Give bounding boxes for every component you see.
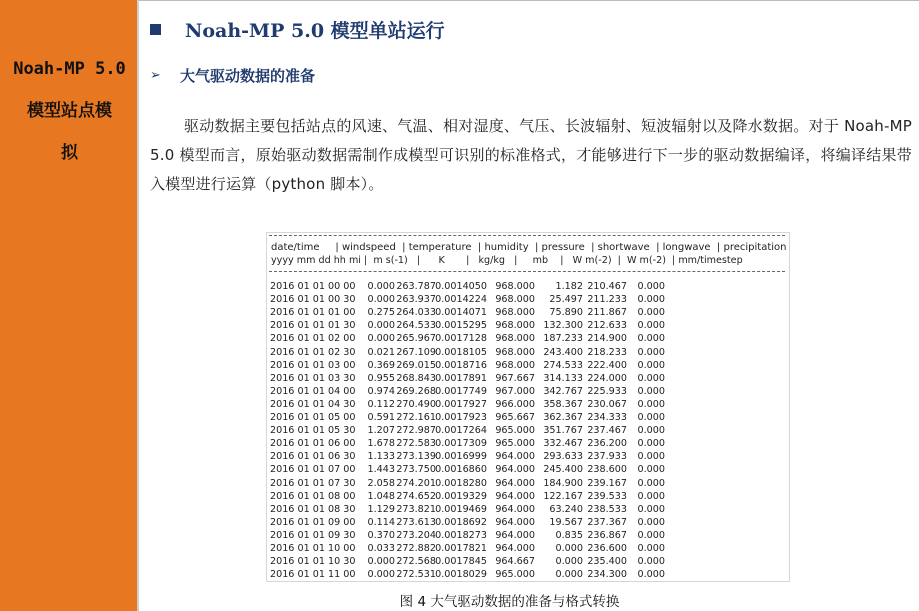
row-value: 0.0018029 [435,569,487,581]
row-value: 964.000 [495,464,535,476]
row-value: 19.567 [549,516,583,528]
arrow-bullet-icon: ➢ [150,67,161,83]
row-value: 0.0017891 [435,372,487,384]
row-value: 0.369 [367,359,395,371]
row-value: 0.000 [637,477,665,489]
data-row [270,332,750,345]
row-value: 210.467 [587,281,627,292]
sidebar-title-line-2: 模型站点模 [27,101,112,121]
row-value: 1.133 [367,451,395,463]
row-value: 0.955 [367,372,395,384]
row-value: 272.987 [396,425,436,437]
data-row [270,516,750,529]
row-value: 184.900 [543,477,583,489]
data-row [270,319,750,332]
row-value: 0.000 [637,412,665,423]
row-value: 264.033 [396,307,436,319]
row-value: 0.974 [367,385,395,397]
row-value: 224.000 [587,372,627,384]
row-datetime: 2016 01 01 09 00 [270,516,356,528]
row-value: 211.233 [587,294,627,306]
row-value: 273.750 [396,464,436,476]
row-value: 964.000 [495,516,535,528]
row-value: 272.161 [396,412,436,423]
data-row [270,555,750,568]
row-value: 269.015 [396,359,436,371]
row-datetime: 2016 01 01 10 30 [270,556,356,568]
row-value: 964.000 [495,451,535,463]
row-value: 968.000 [495,294,535,306]
row-value: 273.139 [396,451,436,463]
row-value: 293.633 [543,451,583,463]
row-value: 968.000 [495,333,535,345]
row-value: 0.000 [555,556,583,568]
row-value: 1.129 [367,503,395,515]
row-value: 0.112 [367,398,395,410]
row-value: 967.000 [495,385,535,397]
row-value: 263.937 [396,294,436,306]
row-value: 0.000 [637,346,665,358]
row-value: 964.000 [495,477,535,489]
data-row [270,293,750,306]
row-value: 0.000 [637,503,665,515]
row-value: 964.000 [495,529,535,541]
row-datetime: 2016 01 01 00 30 [270,294,356,306]
row-value: 273.821 [396,503,436,515]
row-value: 239.533 [587,490,627,502]
row-value: 0.0016999 [435,451,487,463]
row-value: 0.000 [637,320,665,332]
row-value: 964.000 [495,503,535,515]
sidebar [0,0,139,611]
row-value: 0.000 [637,529,665,541]
row-datetime: 2016 01 01 04 00 [270,385,356,397]
row-value: 0.000 [367,320,395,332]
row-value: 0.000 [637,385,665,397]
row-value: 964.000 [495,490,535,502]
row-value: 0.000 [637,294,665,306]
row-value: 0.275 [367,307,395,319]
row-datetime: 2016 01 01 08 00 [270,490,356,502]
row-value: 236.600 [587,543,627,554]
figure-caption: 图 4 大气驱动数据的准备与格式转换 [399,594,620,610]
row-value: 0.0015295 [435,320,487,332]
row-value: 0.0014071 [435,307,487,319]
data-row [270,346,750,359]
row-value: 264.533 [396,320,436,332]
row-value: 0.0019329 [435,490,487,502]
row-value: 0.0017309 [435,438,487,450]
row-value: 0.000 [637,490,665,502]
row-datetime: 2016 01 01 06 00 [270,438,356,450]
subsection-title: 大气驱动数据的准备 [180,66,316,85]
figure-header-line-1: date/time | windspeed | temperature | humidity | pressure | shortwave | longwave | precipitation [271,242,787,253]
row-value: 0.000 [637,516,665,528]
row-value: 122.167 [543,490,583,502]
row-datetime: 2016 01 01 05 00 [270,412,356,423]
row-datetime: 2016 01 01 00 00 [270,281,356,292]
data-row [270,542,750,555]
row-value: 0.0018280 [435,477,487,489]
row-value: 965.000 [495,438,535,450]
figure-header-line-2: yyyy mm dd hh mi | m s(-1) | K | kg/kg | mb | W m(-2) | W m(-2) | mm/timestep [271,255,743,266]
row-value: 0.000 [637,438,665,450]
row-value: 0.0018105 [435,346,487,358]
row-value: 0.370 [367,529,395,541]
row-datetime: 2016 01 01 03 00 [270,359,356,371]
subsection-heading [150,62,315,88]
row-value: 968.000 [495,320,535,332]
row-value: 1.443 [367,464,395,476]
row-datetime: 2016 01 01 06 30 [270,451,356,463]
row-datetime: 2016 01 01 04 30 [270,398,356,410]
row-value: 968.000 [495,346,535,358]
row-value: 214.900 [587,333,627,345]
row-value: 272.882 [396,543,436,554]
row-value: 269.268 [396,385,436,397]
row-value: 0.000 [367,281,395,292]
body-paragraph: 驱动数据主要包括站点的风速、气温、相对湿度、气压、长波辐射、短波辐射以及降水数据。对于 Noah-MP 5.0 模型而言，原始驱动数据需制作成模型可识别的标准格式，才能够进行下一步的驱动数据编译，将编译结果带入模型进行运算（python 脚本）。 [150,117,912,193]
row-value: 968.000 [495,359,535,371]
row-value: 0.0018273 [435,529,487,541]
data-row [270,529,750,542]
row-value: 0.000 [637,425,665,437]
row-value: 236.867 [587,529,627,541]
row-value: 63.240 [549,503,583,515]
row-value: 0.000 [367,333,395,345]
row-value: 0.000 [637,333,665,345]
row-value: 238.600 [587,464,627,476]
row-datetime: 2016 01 01 11 00 [270,569,356,581]
row-value: 0.0017923 [435,412,487,423]
row-value: 243.400 [543,346,583,358]
data-row [270,359,750,372]
row-value: 234.333 [587,412,627,423]
data-row [270,568,750,581]
row-datetime: 2016 01 01 05 30 [270,425,356,437]
row-value: 314.133 [543,372,583,384]
row-value: 0.000 [555,569,583,581]
row-value: 265.967 [396,333,436,345]
row-value: 0.0018716 [435,359,487,371]
row-value: 187.233 [543,333,583,345]
row-value: 0.0017845 [435,556,487,568]
row-value: 351.767 [543,425,583,437]
data-row [270,477,750,490]
row-value: 0.000 [637,569,665,581]
sidebar-title-line-3: 拟 [61,143,78,163]
row-value: 237.467 [587,425,627,437]
row-value: 966.000 [495,398,535,410]
row-value: 964.000 [495,543,535,554]
row-value: 211.867 [587,307,627,319]
row-value: 273.204 [396,529,436,541]
row-value: 274.533 [543,359,583,371]
row-value: 0.000 [637,464,665,476]
row-value: 0.000 [367,556,395,568]
data-row [270,280,750,293]
row-datetime: 2016 01 01 08 30 [270,503,356,515]
row-value: 0.0017264 [435,425,487,437]
row-value: 263.787 [396,281,436,292]
row-value: 0.000 [637,307,665,319]
row-value: 1.048 [367,490,395,502]
row-value: 0.0014050 [435,281,487,292]
row-value: 0.000 [637,451,665,463]
row-datetime: 2016 01 01 01 30 [270,320,356,332]
row-value: 0.000 [637,543,665,554]
data-row [270,372,750,385]
data-row [270,306,750,319]
data-row [270,437,750,450]
row-value: 236.200 [587,438,627,450]
row-value: 0.0018692 [435,516,487,528]
row-value: 230.067 [587,398,627,410]
row-value: 332.467 [543,438,583,450]
row-value: 965.667 [495,412,535,423]
section-title: Noah-MP 5.0 模型单站运行 [185,19,445,42]
row-value: 0.000 [555,543,583,554]
row-datetime: 2016 01 01 07 30 [270,477,356,489]
row-value: 362.367 [543,412,583,423]
data-row [270,385,750,398]
row-value: 237.933 [587,451,627,463]
row-value: 237.367 [587,516,627,528]
row-value: 0.000 [637,556,665,568]
row-datetime: 2016 01 01 03 30 [270,372,356,384]
row-value: 268.843 [396,372,436,384]
row-datetime: 2016 01 01 10 00 [270,543,356,554]
forcing-data-figure [266,232,790,582]
row-value: 0.000 [637,281,665,292]
row-value: 358.367 [543,398,583,410]
row-value: 218.233 [587,346,627,358]
row-value: 0.835 [555,529,583,541]
row-value: 0.000 [367,294,395,306]
row-value: 1.678 [367,438,395,450]
row-value: 212.633 [587,320,627,332]
row-value: 0.0014224 [435,294,487,306]
data-row [270,463,750,476]
row-value: 238.533 [587,503,627,515]
data-row [270,424,750,437]
row-value: 968.000 [495,281,535,292]
row-value: 0.0019469 [435,503,487,515]
row-datetime: 2016 01 01 01 00 [270,307,356,319]
row-value: 273.613 [396,516,436,528]
data-row [270,398,750,411]
row-value: 2.058 [367,477,395,489]
row-value: 0.000 [637,398,665,410]
sidebar-title-line-1: Noah-MP 5.0 [13,59,126,79]
row-value: 0.0017128 [435,333,487,345]
row-value: 239.167 [587,477,627,489]
row-value: 0.021 [367,346,395,358]
section-heading [150,14,445,44]
row-datetime: 2016 01 01 02 00 [270,333,356,345]
square-bullet-icon [150,24,161,35]
row-value: 968.000 [495,307,535,319]
data-row [270,503,750,516]
row-value: 235.400 [587,556,627,568]
row-value: 270.490 [396,398,436,410]
row-value: 274.652 [396,490,436,502]
row-value: 234.300 [587,569,627,581]
row-value: 965.000 [495,425,535,437]
row-value: 967.667 [495,372,535,384]
row-value: 0.033 [367,543,395,554]
row-value: 0.0016860 [435,464,487,476]
row-value: 25.497 [549,294,583,306]
row-value: 222.400 [587,359,627,371]
sidebar-title [0,48,139,174]
row-value: 964.667 [495,556,535,568]
row-value: 342.767 [543,385,583,397]
row-value: 274.201 [396,477,436,489]
row-value: 272.583 [396,438,436,450]
row-datetime: 2016 01 01 07 00 [270,464,356,476]
row-value: 272.568 [396,556,436,568]
row-value: 132.300 [543,320,583,332]
row-value: 75.890 [549,307,583,319]
row-value: 0.591 [367,412,395,423]
row-value: 0.000 [637,372,665,384]
data-row [270,450,750,463]
data-row [270,490,750,503]
row-value: 0.114 [367,516,395,528]
figure-top-dash [269,235,785,236]
row-value: 267.109 [396,346,436,358]
row-datetime: 2016 01 01 02 30 [270,346,356,358]
row-value: 0.000 [637,359,665,371]
row-value: 1.207 [367,425,395,437]
row-value: 0.0017927 [435,398,487,410]
figure-header-dash [269,271,785,272]
row-value: 0.0017821 [435,543,487,554]
row-value: 965.000 [495,569,535,581]
row-datetime: 2016 01 01 09 30 [270,529,356,541]
row-value: 1.182 [555,281,583,292]
row-value: 0.000 [367,569,395,581]
row-value: 272.531 [396,569,436,581]
row-value: 225.933 [587,385,627,397]
data-row [270,411,750,424]
row-value: 0.0017749 [435,385,487,397]
row-value: 245.400 [543,464,583,476]
